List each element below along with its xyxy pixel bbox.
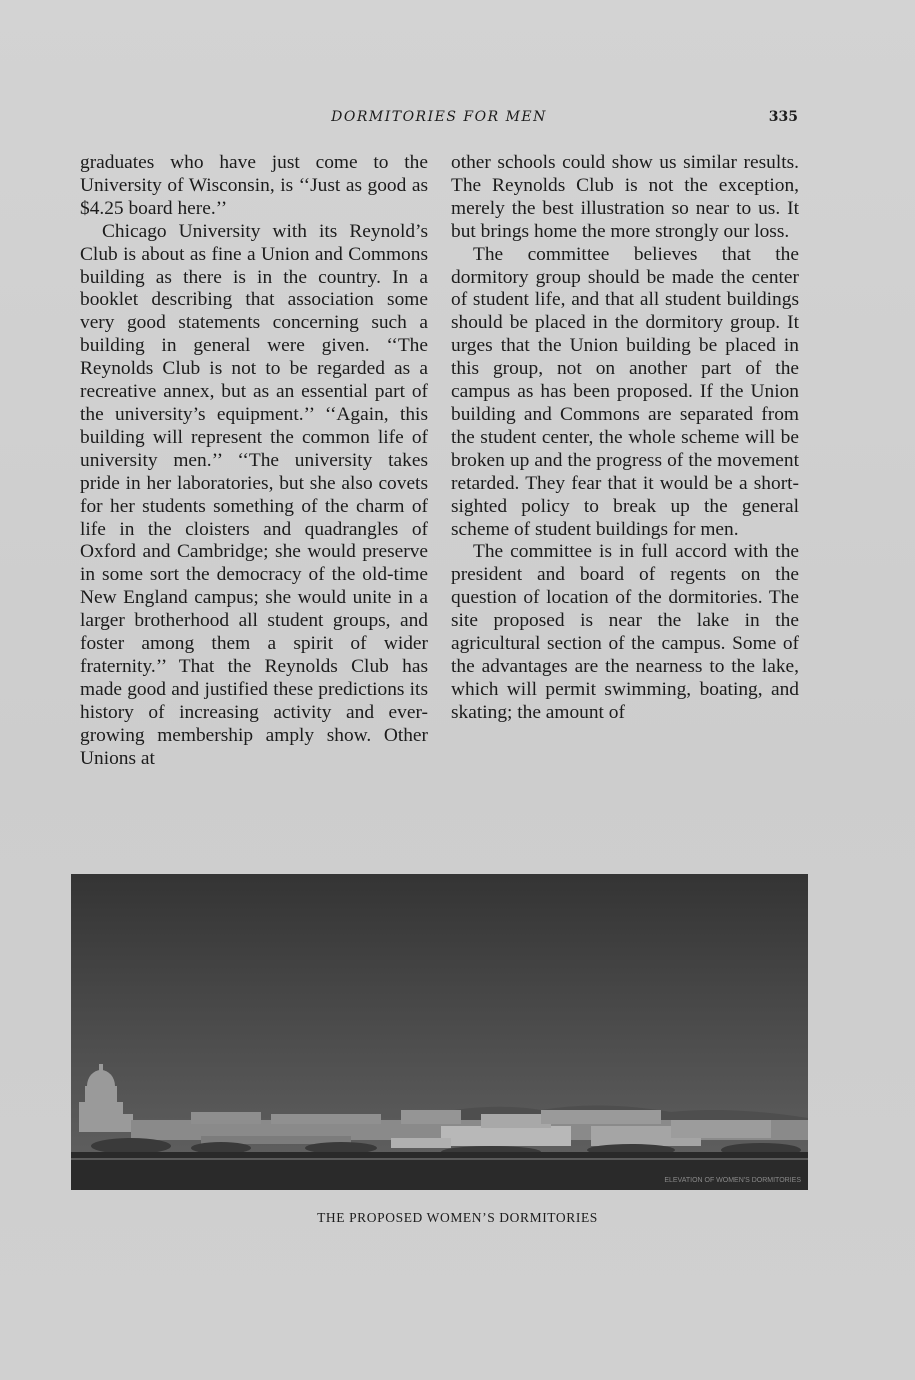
page-number: 335 [768,109,798,125]
right-paragraph-1: other schools could show us similar results. The Reynolds Club is not the exception, merely the best illustration so near to us. It but brings home the more strongly our loss. [451,152,799,242]
running-title: DORMITORIES FOR MEN [331,109,547,125]
left-column [80,152,428,770]
right-column [451,152,799,725]
running-head [80,109,798,133]
dormitory-elevation-illustration [71,874,808,1190]
right-paragraph-2: The committee believes that the dormitory group should be made the center of student life, and that all student buildings should be placed in the dormitory group. It urges that the Union building be placed in this group, not on another part of the campus as has been proposed. If the Union building and Commons are separated from the student center, the whole scheme will be broken up and the progress of the movement retarded. They fear that it would be a short-sighted policy to break up the general scheme of student buildings for men. [451,243,799,540]
figure-caption: THE PROPOSED WOMEN’S DORMITORIES [317,1210,598,1225]
capitol-dome [79,1064,133,1132]
left-paragraph-2: Chicago University with its Reynold’s Club is about as fine a Union and Commons building as there is in the country. In a booklet describing that association some very good statements concerning such a building in general were given. ‘‘The Reynolds Club is not to be regarded as a recreative annex, but as an essential part of the university’s equipment.’’ ‘‘Again, this building will represent the common life of university men.’’ ‘‘The university takes pride in her laboratories, but she also covets for her students something of the charm of life in the cloisters and quadrangles of Oxford and Cambridge; she would preserve in some sort the democracy of the old-time New England campus; she would unite in a larger brotherhood all student groups, and foster among them a spirit of wider fraternity.’’ That the Reynolds Club has made good and justified these predictions its history of increasing activity and ever-growing membership amply show. Other Unions at [80,220,428,769]
corner-label: ELEVATION OF WOMEN'S DORMITORIES [664,1177,801,1184]
right-paragraph-3: The committee is in full accord with the president and board of regents on the question of location of the dormitories. The site proposed is near the lake in the agricultural section of the campus. Some of the advantages are the nearness to the lake, which will permit swimming, boating, and skating; the amount of [451,541,799,723]
lake [71,1152,808,1190]
left-paragraph-1: graduates who have just come to the University of Wisconsin, is ‘‘Just as good as $4.25 board here.’’ [80,152,428,219]
illustration-drawing [71,874,808,1190]
